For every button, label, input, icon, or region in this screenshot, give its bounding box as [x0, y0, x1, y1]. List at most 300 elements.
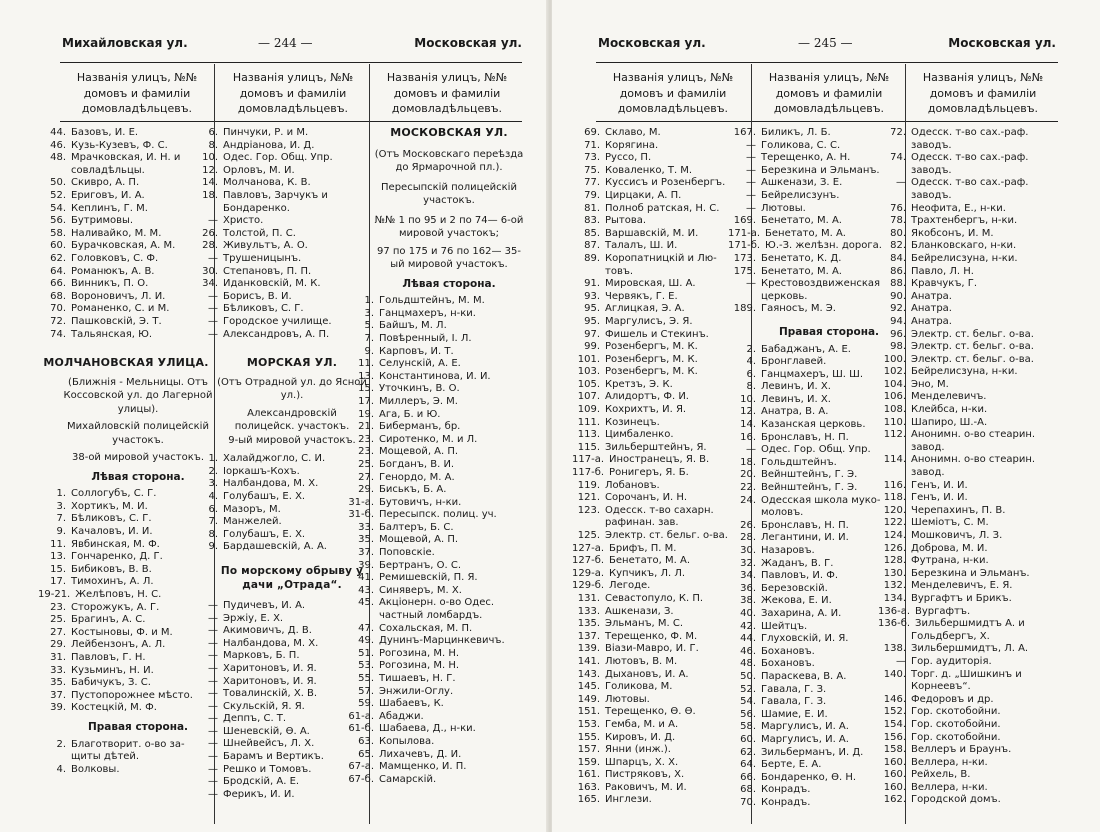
list-item [878, 517, 1058, 530]
list-item [572, 203, 750, 216]
house-number: 6. [208, 127, 218, 138]
owner-name: частный ломбардъ. [379, 610, 483, 622]
house-number: 19-21. [38, 589, 71, 601]
house-number: — [208, 776, 218, 788]
house-number: 78. [890, 215, 906, 227]
list-item [346, 308, 526, 321]
owner-name: Бондаренко, Ѳ. Н. [761, 771, 857, 783]
house-number: 77. [584, 177, 600, 189]
list-item [346, 497, 526, 510]
list-item [878, 555, 1058, 568]
owner-name: Деппъ, С. Т. [223, 713, 287, 725]
list-item [878, 341, 1058, 354]
owner-name: Терещенко, А. Н. [761, 152, 851, 164]
owner-name: Неофита, Е., н-ки. [911, 202, 1006, 214]
house-number: 18. [202, 189, 218, 201]
owner-name: Наливайко, М. М. [71, 227, 162, 239]
owner-name: Гор. скотобойни. [911, 731, 1001, 743]
house-number: 91. [584, 278, 600, 290]
house-number: 62. [50, 252, 66, 264]
owner-name: Богданъ, В. И. [379, 458, 455, 470]
owner-name: Бутовичъ, н-ки. [379, 496, 462, 508]
house-number: — [208, 738, 218, 750]
owner-name: Лютовъ, В. М. [605, 655, 678, 667]
side-heading: Правая сторона. [87, 720, 189, 733]
owner-name: Молчанова, К. В. [223, 177, 311, 189]
list-item [572, 177, 750, 190]
owner-name: Рытова. [605, 215, 647, 227]
police-district: Михайловскій полицейскій участокъ. [67, 421, 209, 446]
house-number: 8. [208, 139, 218, 151]
house-number: — [208, 662, 218, 674]
owner-name: Биськъ, Б. А. [379, 484, 447, 496]
list-item [38, 764, 214, 777]
owner-name: Параскева, В. А. [761, 670, 847, 682]
column-header: Названія улицъ, №№ домовъ и фамиліи домовладѣльцевъ. [232, 71, 354, 115]
owner-name: Пересыпск. полиц. уч. [379, 509, 497, 521]
house-number: 125. [577, 530, 600, 541]
list-item [572, 706, 750, 719]
owner-name: Электр. ст. бельг. о-ва. [911, 341, 1034, 353]
side-heading: Лѣвая сторона. [402, 277, 496, 290]
house-number: 64. [740, 759, 756, 771]
list-item [572, 656, 750, 669]
list-item [38, 513, 214, 526]
list-item [38, 215, 214, 228]
owner-name: Костыновы, Ф. и М. [71, 626, 173, 638]
house-number: 101. [577, 353, 600, 365]
house-number: — [896, 655, 906, 667]
section-title: МОРСКАЯ УЛ. [246, 356, 338, 370]
owner-name: Анатра. [911, 290, 952, 302]
owner-name: Романенко, С. и М. [71, 303, 170, 315]
house-number: 82. [890, 240, 906, 252]
owner-name: Христо. [223, 215, 264, 227]
list-item [572, 354, 750, 367]
column-header: Названія улицъ, №№ домовъ и фамиліи домовладѣльцевъ. [768, 71, 890, 115]
house-number: 34. [740, 570, 756, 582]
owner-name: Бохановъ. [761, 645, 815, 657]
house-number: 167. [733, 127, 756, 138]
house-number: 9. [364, 345, 374, 357]
house-number: 33. [358, 521, 374, 533]
house-number: 15. [50, 563, 66, 575]
owner-name: Шамие, Е. И. [761, 708, 828, 720]
house-number: 18. [740, 456, 756, 468]
list-item [878, 681, 1058, 694]
house-number: 8. [746, 381, 756, 393]
house-number: 19. [358, 408, 374, 420]
owner-name: Шнейвейсъ, Л. Х. [223, 738, 315, 750]
owner-name: Шеміотъ, С. М. [911, 517, 989, 529]
owner-name: Биликъ, Л. Б. [761, 127, 831, 138]
list-item [190, 291, 368, 304]
house-number: — [208, 700, 218, 712]
owner-name: Кузьминъ, Н. И. [71, 664, 154, 676]
house-number: — [208, 315, 218, 327]
owner-name: Голубашъ, Е. Х. [223, 528, 306, 540]
owner-name: Раковичъ, М. И. [605, 781, 687, 793]
house-number: 3. [364, 307, 374, 319]
house-number: 43. [358, 584, 374, 596]
owner-name: Анатра. [911, 315, 952, 327]
owner-name: Мазоръ, М. [223, 503, 281, 515]
list-item [572, 278, 750, 291]
owner-name: Бродскій, А. Е. [223, 776, 300, 788]
list-item [38, 539, 214, 552]
side-heading: Лѣвая сторона. [91, 470, 185, 483]
house-number: 151. [577, 706, 600, 718]
owner-name: Бейрелисзунъ. [761, 189, 840, 201]
owner-name: Шейтцъ. [761, 620, 808, 632]
owner-name: Склаво, М. [605, 127, 661, 138]
court-district: №№ 1 по 95 и 2 по 74— 6-ой мировой участокъ; [374, 214, 524, 240]
owner-name: Лютовы. [605, 693, 650, 705]
house-number: 22. [740, 482, 756, 494]
list-item [572, 530, 750, 543]
list-item [878, 606, 1058, 619]
owner-name: Бронславъ, Н. П. [761, 519, 849, 531]
owner-name: Мрачковская, И. Н. и [71, 152, 181, 164]
owner-name: Налбандова, М. Х. [223, 478, 319, 490]
house-number: 88. [890, 278, 906, 290]
owner-name: Иностранецъ, Я. В. [609, 454, 710, 466]
list-item [878, 329, 1058, 342]
house-number: — [208, 215, 218, 227]
owner-name: Ашкенази, З. Е. [761, 177, 843, 189]
house-number: 108. [883, 404, 906, 416]
house-number: 39. [50, 702, 66, 714]
owner-name: Маргулисъ, Э. Я. [605, 315, 693, 327]
list-item [572, 379, 750, 392]
house-number: 74. [890, 152, 906, 164]
list-item [346, 774, 526, 787]
owner-name: Орловъ, М. И. [223, 164, 295, 176]
owner-name: Шабаева, Д., н-ки. [379, 723, 476, 735]
owner-name: Городской домъ. [911, 794, 1001, 806]
house-number: 117-б. [572, 467, 605, 479]
owner-name: Явбинская, М. Ф. [71, 538, 160, 550]
owner-name: Варшавскій, М. И. [605, 227, 699, 239]
house-number: 40. [740, 607, 756, 619]
list-item [38, 329, 214, 342]
list-item [190, 541, 368, 554]
house-number: 69. [584, 127, 600, 138]
owner-name: Фишель и Стекинъ. [605, 328, 709, 340]
owner-name: Бабичукъ, З. С. [71, 677, 151, 689]
list-item [572, 442, 750, 455]
owner-name: Халайджогло, С. И. [223, 453, 326, 465]
house-number: 93. [584, 290, 600, 302]
list-item [572, 253, 750, 266]
owner-name: Вургафтъ. [915, 605, 971, 617]
owner-name: Глуховскій, И. Я. [761, 633, 849, 645]
list-item [346, 749, 526, 762]
owner-name: Синяверъ, М. Х. [379, 584, 462, 596]
list-item [346, 484, 526, 497]
house-number: 80. [890, 227, 906, 239]
list-item [572, 454, 750, 467]
owner-name: Корягина. [605, 139, 659, 151]
list-item [878, 454, 1058, 467]
list-item [572, 794, 750, 807]
house-number: 7. [364, 332, 374, 344]
house-number: 94. [890, 315, 906, 327]
house-number: 50. [740, 670, 756, 682]
house-number: 71. [584, 139, 600, 151]
house-number: 45. [358, 597, 374, 609]
section-title: МОСКОВСКАЯ УЛ. [390, 126, 508, 139]
list-item [190, 776, 368, 789]
owner-name: Лихачевъ, Д. И. [379, 748, 462, 760]
house-number: 79. [584, 189, 600, 201]
house-number: 38. [740, 595, 756, 607]
house-number: 44. [740, 633, 756, 645]
house-number: — [208, 612, 218, 624]
house-number: 97. [584, 328, 600, 340]
owner-name: Куссисъ и Розенбергъ. [605, 177, 726, 189]
house-number: 59. [358, 698, 374, 710]
owner-name: Менделевичъ. [911, 391, 987, 403]
house-number: 99. [584, 341, 600, 353]
court-district: 9-ый мировой участокъ. [228, 434, 356, 446]
house-number: 70. [740, 796, 756, 808]
owner-name: Червякъ, Г. Е. [605, 290, 678, 302]
owner-name: Пистряковъ, Х. [605, 769, 685, 781]
owner-name: Конрадъ. [761, 796, 811, 808]
owner-name: Пашковскій, Э. Т. [71, 315, 162, 327]
house-number: — [208, 713, 218, 725]
owner-name: Севастопуло, К. П. [605, 592, 704, 604]
house-number: 114. [883, 454, 906, 466]
list-item [190, 253, 368, 266]
owner-name: Бланковскаго, н-ки. [911, 240, 1017, 252]
owner-name: Инглези. [605, 794, 652, 806]
owner-name: Бенетато, К. Д. [761, 252, 842, 264]
owner-name: Конрадъ. [761, 784, 811, 796]
page-header [62, 36, 522, 58]
owner-name: Павло, Л. Н. [911, 265, 974, 277]
list-item [572, 417, 750, 430]
list-item [572, 669, 750, 682]
list-item [572, 366, 750, 379]
house-number: 120. [883, 504, 906, 516]
list-item [572, 744, 750, 757]
owner-name: Бѣликовъ, С. Г. [223, 303, 304, 315]
list-item [878, 127, 1058, 140]
list-item [878, 177, 1058, 190]
owner-name: Рейхель, В. [911, 769, 971, 781]
list-item [190, 504, 368, 517]
owner-name: Вороновичъ, Л. И. [71, 290, 166, 302]
owner-name: Корнеевъ“. [911, 681, 971, 693]
list-item [38, 627, 214, 640]
house-number: 21. [358, 421, 374, 433]
house-number: 135. [577, 618, 600, 630]
house-number: 66. [740, 771, 756, 783]
owner-name: Соллогубъ, С. Г. [71, 488, 157, 500]
house-number: 52. [50, 189, 66, 201]
owner-name: заводъ. [911, 189, 952, 201]
list-item [346, 686, 526, 699]
house-number: 46. [50, 139, 66, 151]
house-number: 31-а. [348, 496, 374, 508]
list-item [572, 606, 750, 619]
owner-name: Захарина, А. И. [761, 607, 842, 619]
house-number: 141. [577, 655, 600, 667]
running-head-left: Московская ул. [598, 36, 706, 50]
list-item [346, 534, 526, 547]
owner-name: Скульскій, Я. Я. [223, 700, 305, 712]
running-head-right: Московская ул. [948, 36, 1056, 50]
house-number: 13. [358, 370, 374, 382]
house-number: 96. [890, 328, 906, 340]
list-item [878, 782, 1058, 795]
list-item [878, 253, 1058, 266]
house-number: 95. [584, 315, 600, 327]
owner-name: Живультъ, А. О. [223, 240, 308, 252]
house-number: 143. [577, 668, 600, 680]
owner-name: Уточкинъ, В. О. [379, 383, 460, 395]
house-number: 14. [202, 177, 218, 189]
owner-name: Веллеръ и Браунъ. [911, 744, 1012, 756]
house-number: 11. [358, 358, 374, 370]
owner-name: Волковы. [71, 763, 120, 775]
list-item [190, 478, 368, 491]
list-item [878, 316, 1058, 329]
house-number: 72. [890, 127, 906, 138]
list-item [38, 127, 214, 140]
owner-name: Бертранъ, О. С. [379, 559, 462, 571]
page-number: — 245 — [798, 36, 853, 50]
owner-name: Электр. ст. бельг. о-ва. [605, 530, 728, 541]
house-number: 107. [577, 391, 600, 403]
house-number: 64. [50, 265, 66, 277]
list-item [878, 480, 1058, 493]
section-note: (Ближнія - Мельницы. Отъ Коссовской ул. до Лагерной улицы). [63, 376, 213, 415]
list-item [572, 329, 750, 342]
owner-name: Анатра. [911, 303, 952, 315]
list-item [346, 472, 526, 485]
house-number: 145. [577, 681, 600, 693]
list-item [38, 526, 214, 539]
owner-name: Якобсонъ, И. М. [911, 227, 994, 239]
house-number: 63. [358, 735, 374, 747]
house-number: 58. [50, 227, 66, 239]
owner-name: Віази-Мавро, И. Г. [605, 643, 699, 655]
owner-name: Руссо, П. [605, 152, 652, 164]
house-number: — [208, 328, 218, 340]
owner-name: Бохановъ. [761, 658, 815, 670]
owner-name: Бенетато, М. А. [765, 227, 846, 239]
house-number: 140. [883, 668, 906, 680]
list-item [346, 383, 526, 396]
house-number: 24. [740, 494, 756, 506]
house-number: 8. [208, 528, 218, 540]
house-number: 171-б. [728, 240, 761, 252]
house-number: 34. [202, 278, 218, 290]
list-item [572, 316, 750, 329]
house-number: 171-а. [728, 227, 761, 239]
list-item [346, 597, 526, 610]
owner-name: товъ. [605, 265, 634, 277]
owner-name: Казанская церковь. [761, 419, 866, 431]
owner-name: Цирцаки, А. П. [605, 189, 682, 201]
owner-name: Пудичевъ, И. А. [223, 599, 306, 611]
list-item [346, 522, 526, 535]
list-item [878, 593, 1058, 606]
list-item [346, 711, 526, 724]
list-item [572, 341, 750, 354]
owner-name: Лейбензонъ, А. Л. [71, 639, 166, 651]
list-item [572, 165, 750, 178]
house-number: 26. [740, 519, 756, 531]
list-item [878, 417, 1058, 430]
list-item [38, 702, 214, 715]
owner-name: Бронславъ, Н. П. [761, 431, 849, 443]
owner-name: завод. [911, 441, 945, 453]
house-number: 126. [883, 542, 906, 554]
list-item [346, 585, 526, 598]
house-number: 158. [883, 744, 906, 756]
owner-name: Акціонерн. о-во Одес. [379, 597, 495, 609]
house-number: 124. [883, 530, 906, 541]
list-item [572, 555, 750, 568]
house-number: 162. [883, 794, 906, 806]
list-item [572, 152, 750, 165]
house-number: 51. [358, 647, 374, 659]
list-item [38, 751, 214, 764]
house-number: 163. [577, 781, 600, 793]
house-number: 86. [890, 265, 906, 277]
house-number: 169. [733, 215, 756, 227]
list-item [572, 681, 750, 694]
owner-name: Бабаджанъ, А. Е. [761, 343, 851, 355]
owner-name: Павловъ, Г. Н. [71, 652, 146, 663]
owner-name: Ганцмахеръ, Ш. Ш. [761, 368, 864, 380]
list-item [878, 794, 1058, 807]
owner-name: Одесск. т-во сах.-раф. [911, 177, 1029, 189]
owner-name: Вейнштейнъ, Г. Э. [761, 482, 858, 494]
list-item [190, 453, 368, 466]
owner-name: Ашкенази, З. [605, 605, 674, 617]
list-item [38, 639, 214, 652]
house-number: 28. [202, 240, 218, 252]
owner-name: Ериговъ, И. А. [71, 189, 145, 201]
list-item [38, 576, 214, 589]
list-item [346, 572, 526, 585]
list-item [346, 623, 526, 636]
owner-name: Гавала, Г. З. [761, 696, 827, 708]
list-item [346, 635, 526, 648]
house-number: — [746, 139, 756, 151]
owner-name: Пинчуки, Р. и М. [223, 127, 309, 138]
column-header: Названія улицъ, №№ домовъ и фамиліи домовладѣльцевъ. [922, 71, 1044, 115]
owner-name: Кеплинъ, Г. М. [71, 202, 148, 214]
house-number: 35. [50, 677, 66, 689]
list-item [190, 751, 368, 764]
owner-name: Голикова, М. [605, 681, 673, 693]
owner-name: завод. [911, 467, 945, 479]
house-number: 30. [740, 545, 756, 556]
house-number: 175. [733, 265, 756, 277]
page-header [598, 36, 1056, 58]
house-number: 89. [584, 252, 600, 264]
owner-name: Веллера, н-ки. [911, 756, 988, 768]
owner-name: Ганцмахеръ, н-ки. [379, 307, 476, 319]
owner-name: Маргулисъ, И. А. [761, 733, 849, 745]
house-number: 9. [208, 541, 218, 553]
